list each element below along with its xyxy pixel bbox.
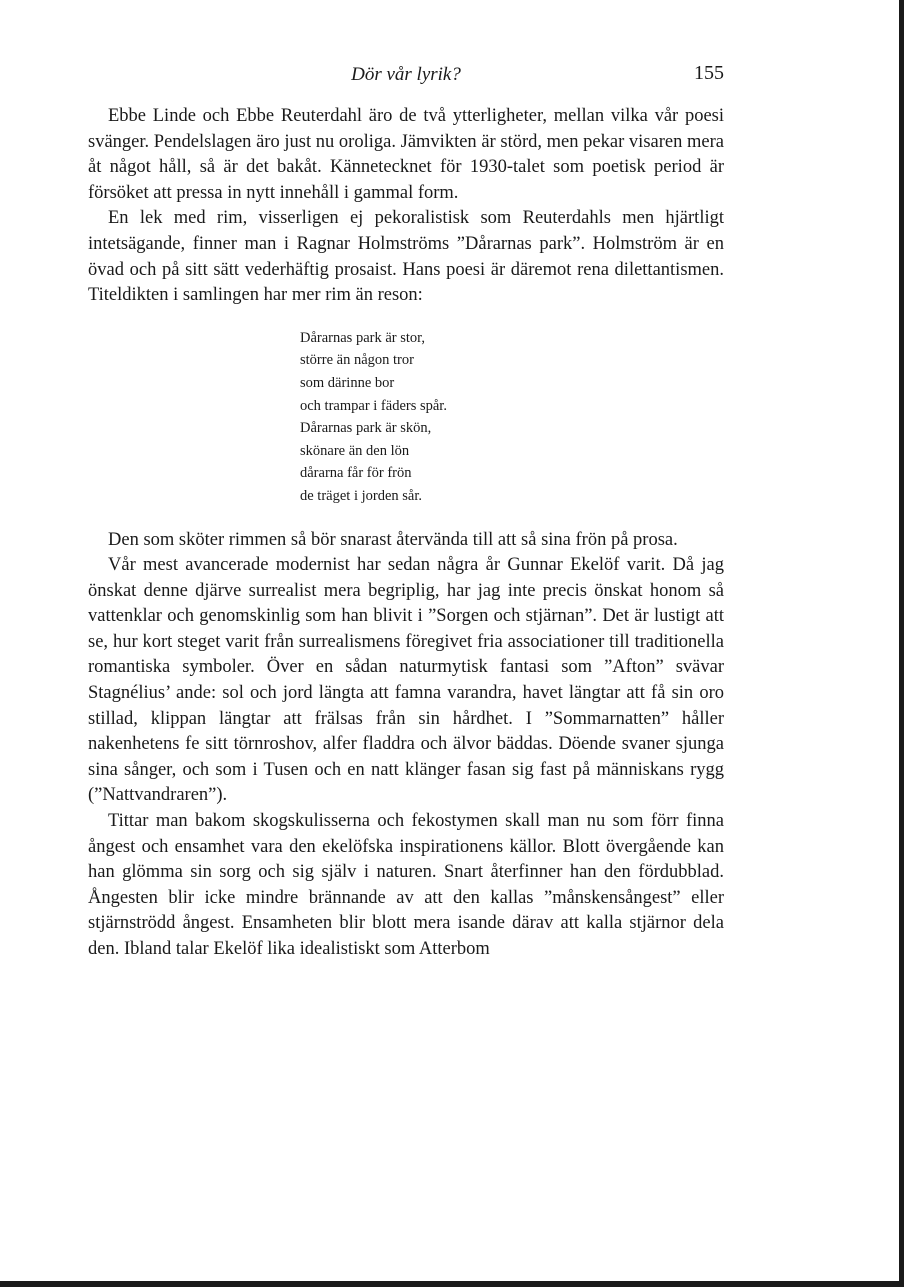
poem-line: och trampar i fäders spår. (300, 397, 447, 414)
paragraph-ekelof: Vår mest avancerade modernist har sedan några år Gunnar Ekelöf varit. Då jag önskat denne djärve surrealist mera begriplig, har jag inte precis önskat honom så vattenklar och genomskinlig som han blivit i ”Sorgen och stjärnan”. Det är lustigt att se, hur kort steget varit från surrealismens föregivet fria associationer till traditionella romantiska symboler. Över en sådan naturmytisk fantasi som ”Afton” svävar Stagnélius’ ande: sol och jord längta att famna varandra, havet längtar att få sin oro stillad, klippan längtar att frälsas från sin hårdhet. I ”Sommarnatten” håller nakenhetens fe sitt törnroshov, alfer fladdra och älvor bäddas. Döende svaner sjunga sina sånger, och som i Tusen och en natt klänger fasan sig fast på människans rygg (”Nattvandraren”). (88, 555, 724, 806)
paragraph-linde-reuterdahl: Ebbe Linde och Ebbe Reuterdahl äro de två ytterligheter, mellan vilka vår poesi svänger. Pendelslagen äro just nu oroliga. Jämvikten är störd, men pekar visaren mera åt något håll, så är det bakåt. Kännetecknet för 1930-talet som poetisk period är försöket att pressa in nytt innehåll i gammal form. (88, 106, 724, 203)
page-number: 155 (694, 62, 724, 84)
paragraph-holmstrom: En lek med rim, visserligen ej pekoralistisk som Reuterdahls men hjärtligt intetsägande, finner man i Ragnar Holmströms ”Dårarnas park”. Holmström är en övad och på sitt sätt vederhäftig prosaist. Hans poesi är däremot rena dilettantismen. Titeldikten i samlingen har mer rim än reson: (88, 208, 724, 306)
poem-line: Dårarnas park är stor, (300, 329, 426, 346)
page-header (88, 60, 724, 92)
poem-block (300, 327, 724, 508)
page-edge-right (899, 0, 904, 1287)
poem-line: större än någon tror (300, 352, 414, 369)
poem-line: skönare än den lön (300, 442, 410, 459)
paragraph-rim-prosa: Den som sköter rimmen så bör snarast återvända till att så sina frön på prosa. (108, 529, 678, 550)
running-title: Dör vår lyrik? (351, 64, 461, 85)
poem-line: Dårarnas park är skön, (300, 420, 432, 437)
poem-line: dårarna får för frön (300, 465, 412, 482)
body-text (88, 104, 724, 963)
page-edge-bottom (0, 1281, 904, 1287)
paragraph-angest: Tittar man bakom skogskulisserna och fekostymen skall man nu som förr finna ångest och ensamhet vara den ekelöfska inspirationens källor. Blott övergående kan han glömma sin sorg och sig själv i naturen. Snart återfinner han den fördubblad. Ångesten blir icke mindre brännande av att den kallas ”månskensångest” eller stjärnströdd ångest. Ensamheten blir blott mera isande därav att kalla stjärnor dela den. Ibland talar Ekelöf lika idealistiskt som Atterbom (88, 811, 724, 959)
poem-line: de träget i jorden sår. (300, 487, 422, 504)
poem-line: som därinne bor (300, 374, 395, 391)
